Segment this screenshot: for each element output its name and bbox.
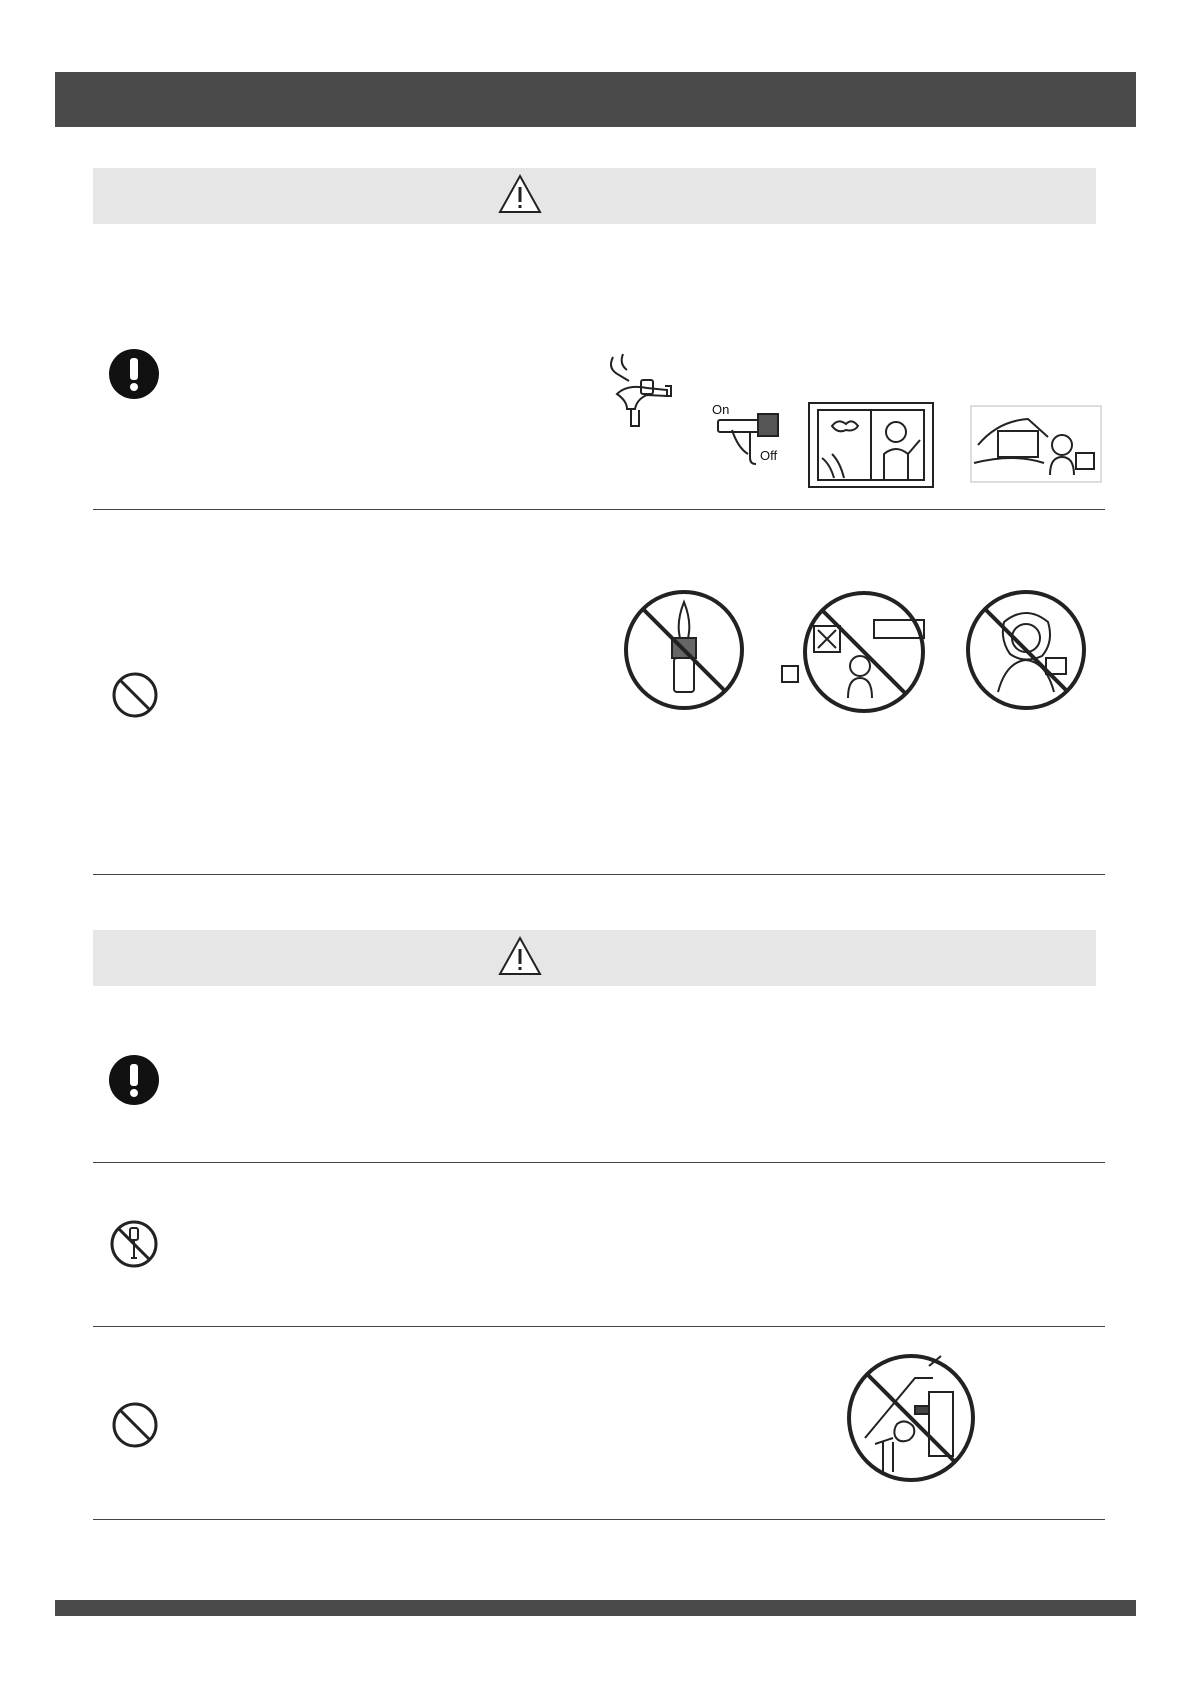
mandatory-exclamation-icon (108, 1054, 160, 1106)
no-telephone-use-illustration (964, 588, 1088, 712)
warning-triangle-icon (497, 935, 543, 977)
breaker-switch-illustration (710, 398, 790, 468)
open-window-illustration (808, 402, 934, 488)
row-divider (93, 874, 1105, 875)
no-electrical-switch-illustration (778, 586, 928, 714)
caution-banner (93, 930, 1096, 986)
row-divider (93, 1326, 1105, 1327)
switch-on-label: On (712, 402, 730, 417)
switch-off-label: Off (760, 448, 778, 463)
mandatory-exclamation-icon (108, 348, 160, 400)
warning-triangle-icon (497, 173, 543, 215)
row-divider (93, 1162, 1105, 1163)
row-divider (93, 509, 1105, 510)
warning-banner (93, 168, 1096, 224)
row-divider (93, 1519, 1105, 1520)
no-disassembly-icon (108, 1218, 160, 1270)
footer-bar (55, 1600, 1136, 1616)
prohibition-circle-icon (110, 1400, 160, 1450)
prohibition-circle-icon (110, 670, 160, 720)
call-from-outside-illustration (970, 405, 1102, 483)
no-gas-leak-location-illustration (845, 1352, 977, 1484)
header-bar (55, 72, 1136, 127)
faucet-closing-illustration (605, 352, 677, 432)
no-open-flame-illustration (622, 588, 746, 712)
